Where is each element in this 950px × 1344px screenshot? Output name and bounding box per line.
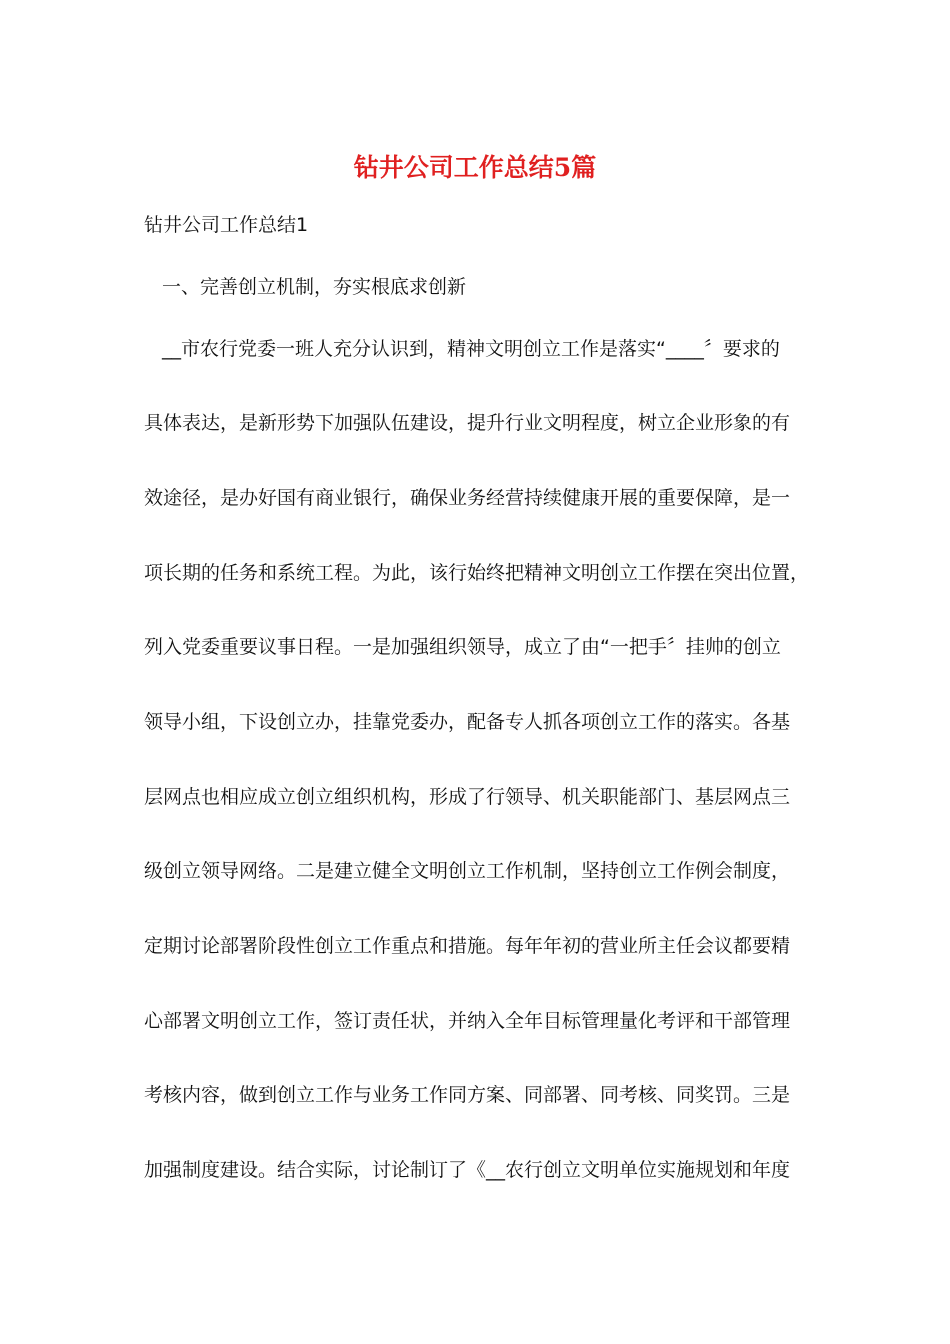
paragraph-line: 具体表达，是新形势下加强队伍建设，提升行业文明程度，树立企业形象的有 — [144, 412, 791, 434]
paragraph-line: 层网点也相应成立创立组织机构，形成了行领导、机关职能部门、基层网点三 — [144, 786, 791, 808]
paragraph-line: 列入党委重要议事日程。一是加强组织领导，成立了由“一把手〞挂帅的创立 — [144, 636, 781, 658]
paragraph-line: 项长期的任务和系统工程。为此，该行始终把精神文明创立工作摆在突出位置， — [144, 562, 810, 584]
paragraph-line: 级创立领导网络。二是建立健全文明创立工作机制，坚持创立工作例会制度， — [144, 860, 791, 882]
paragraph-line: 考核内容，做到创立工作与业务工作同方案、同部署、同考核、同奖罚。三是 — [144, 1084, 791, 1106]
paragraph-line: 定期讨论部署阶段性创立工作重点和措施。每年年初的营业所主任会议都要精 — [144, 935, 791, 957]
subsection-heading: 一、完善创立机制，夯实根底求创新 — [162, 276, 467, 298]
document-title: 钻井公司工作总结5篇 — [353, 153, 597, 182]
paragraph-line: 心部署文明创立工作，签订责任状，并纳入全年目标管理量化考评和干部管理 — [144, 1010, 791, 1032]
paragraph-line: 加强制度建设。结合实际，讨论制订了《__农行创立文明单位实施规划和年度 — [144, 1159, 791, 1181]
paragraph-line: 领导小组，下设创立办，挂靠党委办，配备专人抓各项创立工作的落实。各基 — [144, 711, 791, 733]
section-title: 钻井公司工作总结1 — [144, 214, 309, 236]
paragraph-line: 效途径，是办好国有商业银行，确保业务经营持续健康开展的重要保障，是一 — [144, 487, 791, 509]
paragraph-line: __市农行党委一班人充分认识到，精神文明创立工作是落实“____〞要求的 — [162, 338, 780, 360]
